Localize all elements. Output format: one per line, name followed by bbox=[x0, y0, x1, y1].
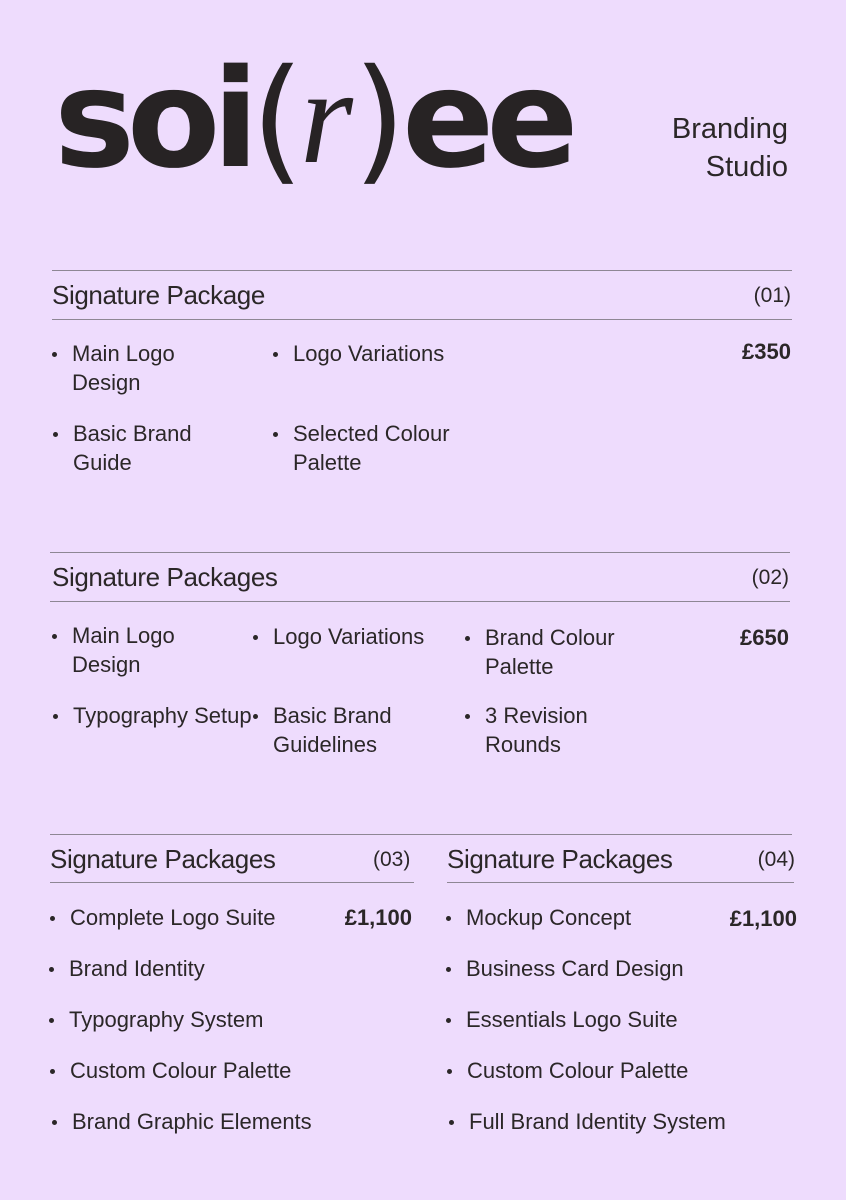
studio-logo bbox=[54, 41, 571, 199]
list-item: Brand Graphic Elements bbox=[51, 1107, 312, 1136]
tagline-line2: Studio bbox=[705, 151, 788, 183]
package-number: (03) bbox=[373, 848, 411, 871]
list-item: Mockup Concept bbox=[445, 903, 631, 932]
package-number: (04) bbox=[757, 848, 795, 871]
list-item: Main Logo Design bbox=[51, 339, 232, 397]
logo-open-paren: ( bbox=[251, 41, 301, 199]
package-title: Signature Package bbox=[52, 280, 265, 310]
list-item: Business Card Design bbox=[445, 954, 684, 983]
divider bbox=[447, 882, 794, 883]
list-item: Custom Colour Palette bbox=[49, 1056, 291, 1085]
package-number: (01) bbox=[753, 284, 791, 307]
list-item: Essentials Logo Suite bbox=[445, 1005, 678, 1034]
divider bbox=[50, 834, 792, 835]
tagline bbox=[672, 110, 788, 186]
list-item: Logo Variations bbox=[272, 339, 453, 368]
list-item: 3 Revision Rounds bbox=[464, 701, 645, 759]
list-item: Brand Identity bbox=[48, 954, 205, 983]
divider bbox=[50, 552, 790, 553]
list-item: Basic Brand Guide bbox=[52, 419, 233, 477]
package-title: Signature Packages bbox=[447, 844, 673, 874]
divider bbox=[52, 319, 792, 320]
list-item: Brand Colour Palette bbox=[464, 623, 665, 681]
list-item: Basic Brand Guidelines bbox=[252, 701, 453, 759]
list-item: Full Brand Identity System bbox=[448, 1107, 726, 1136]
list-item: Typography System bbox=[48, 1005, 263, 1034]
package-price: £1,100 bbox=[344, 905, 412, 930]
package-title: Signature Packages bbox=[50, 844, 276, 874]
divider bbox=[52, 270, 792, 271]
list-item: Selected Colour Palette bbox=[272, 419, 478, 477]
package-price: £350 bbox=[742, 339, 791, 364]
divider bbox=[50, 601, 790, 602]
logo-prefix: soi bbox=[54, 41, 251, 199]
logo-suffix: ee bbox=[402, 41, 571, 199]
divider bbox=[50, 882, 414, 883]
logo-close-paren: ) bbox=[353, 41, 403, 199]
package-number: (02) bbox=[751, 566, 789, 589]
package-title: Signature Packages bbox=[52, 562, 278, 592]
list-item: Complete Logo Suite bbox=[49, 903, 275, 932]
list-item: Typography Setup bbox=[52, 701, 253, 730]
package-price: £1,100 bbox=[729, 906, 797, 931]
tagline-line1: Branding bbox=[671, 113, 788, 145]
package-price: £650 bbox=[740, 625, 789, 650]
list-item: Custom Colour Palette bbox=[446, 1056, 688, 1085]
list-item: Logo Variations bbox=[252, 622, 433, 651]
logo-r: r bbox=[300, 42, 353, 192]
list-item: Main Logo Design bbox=[51, 621, 232, 679]
